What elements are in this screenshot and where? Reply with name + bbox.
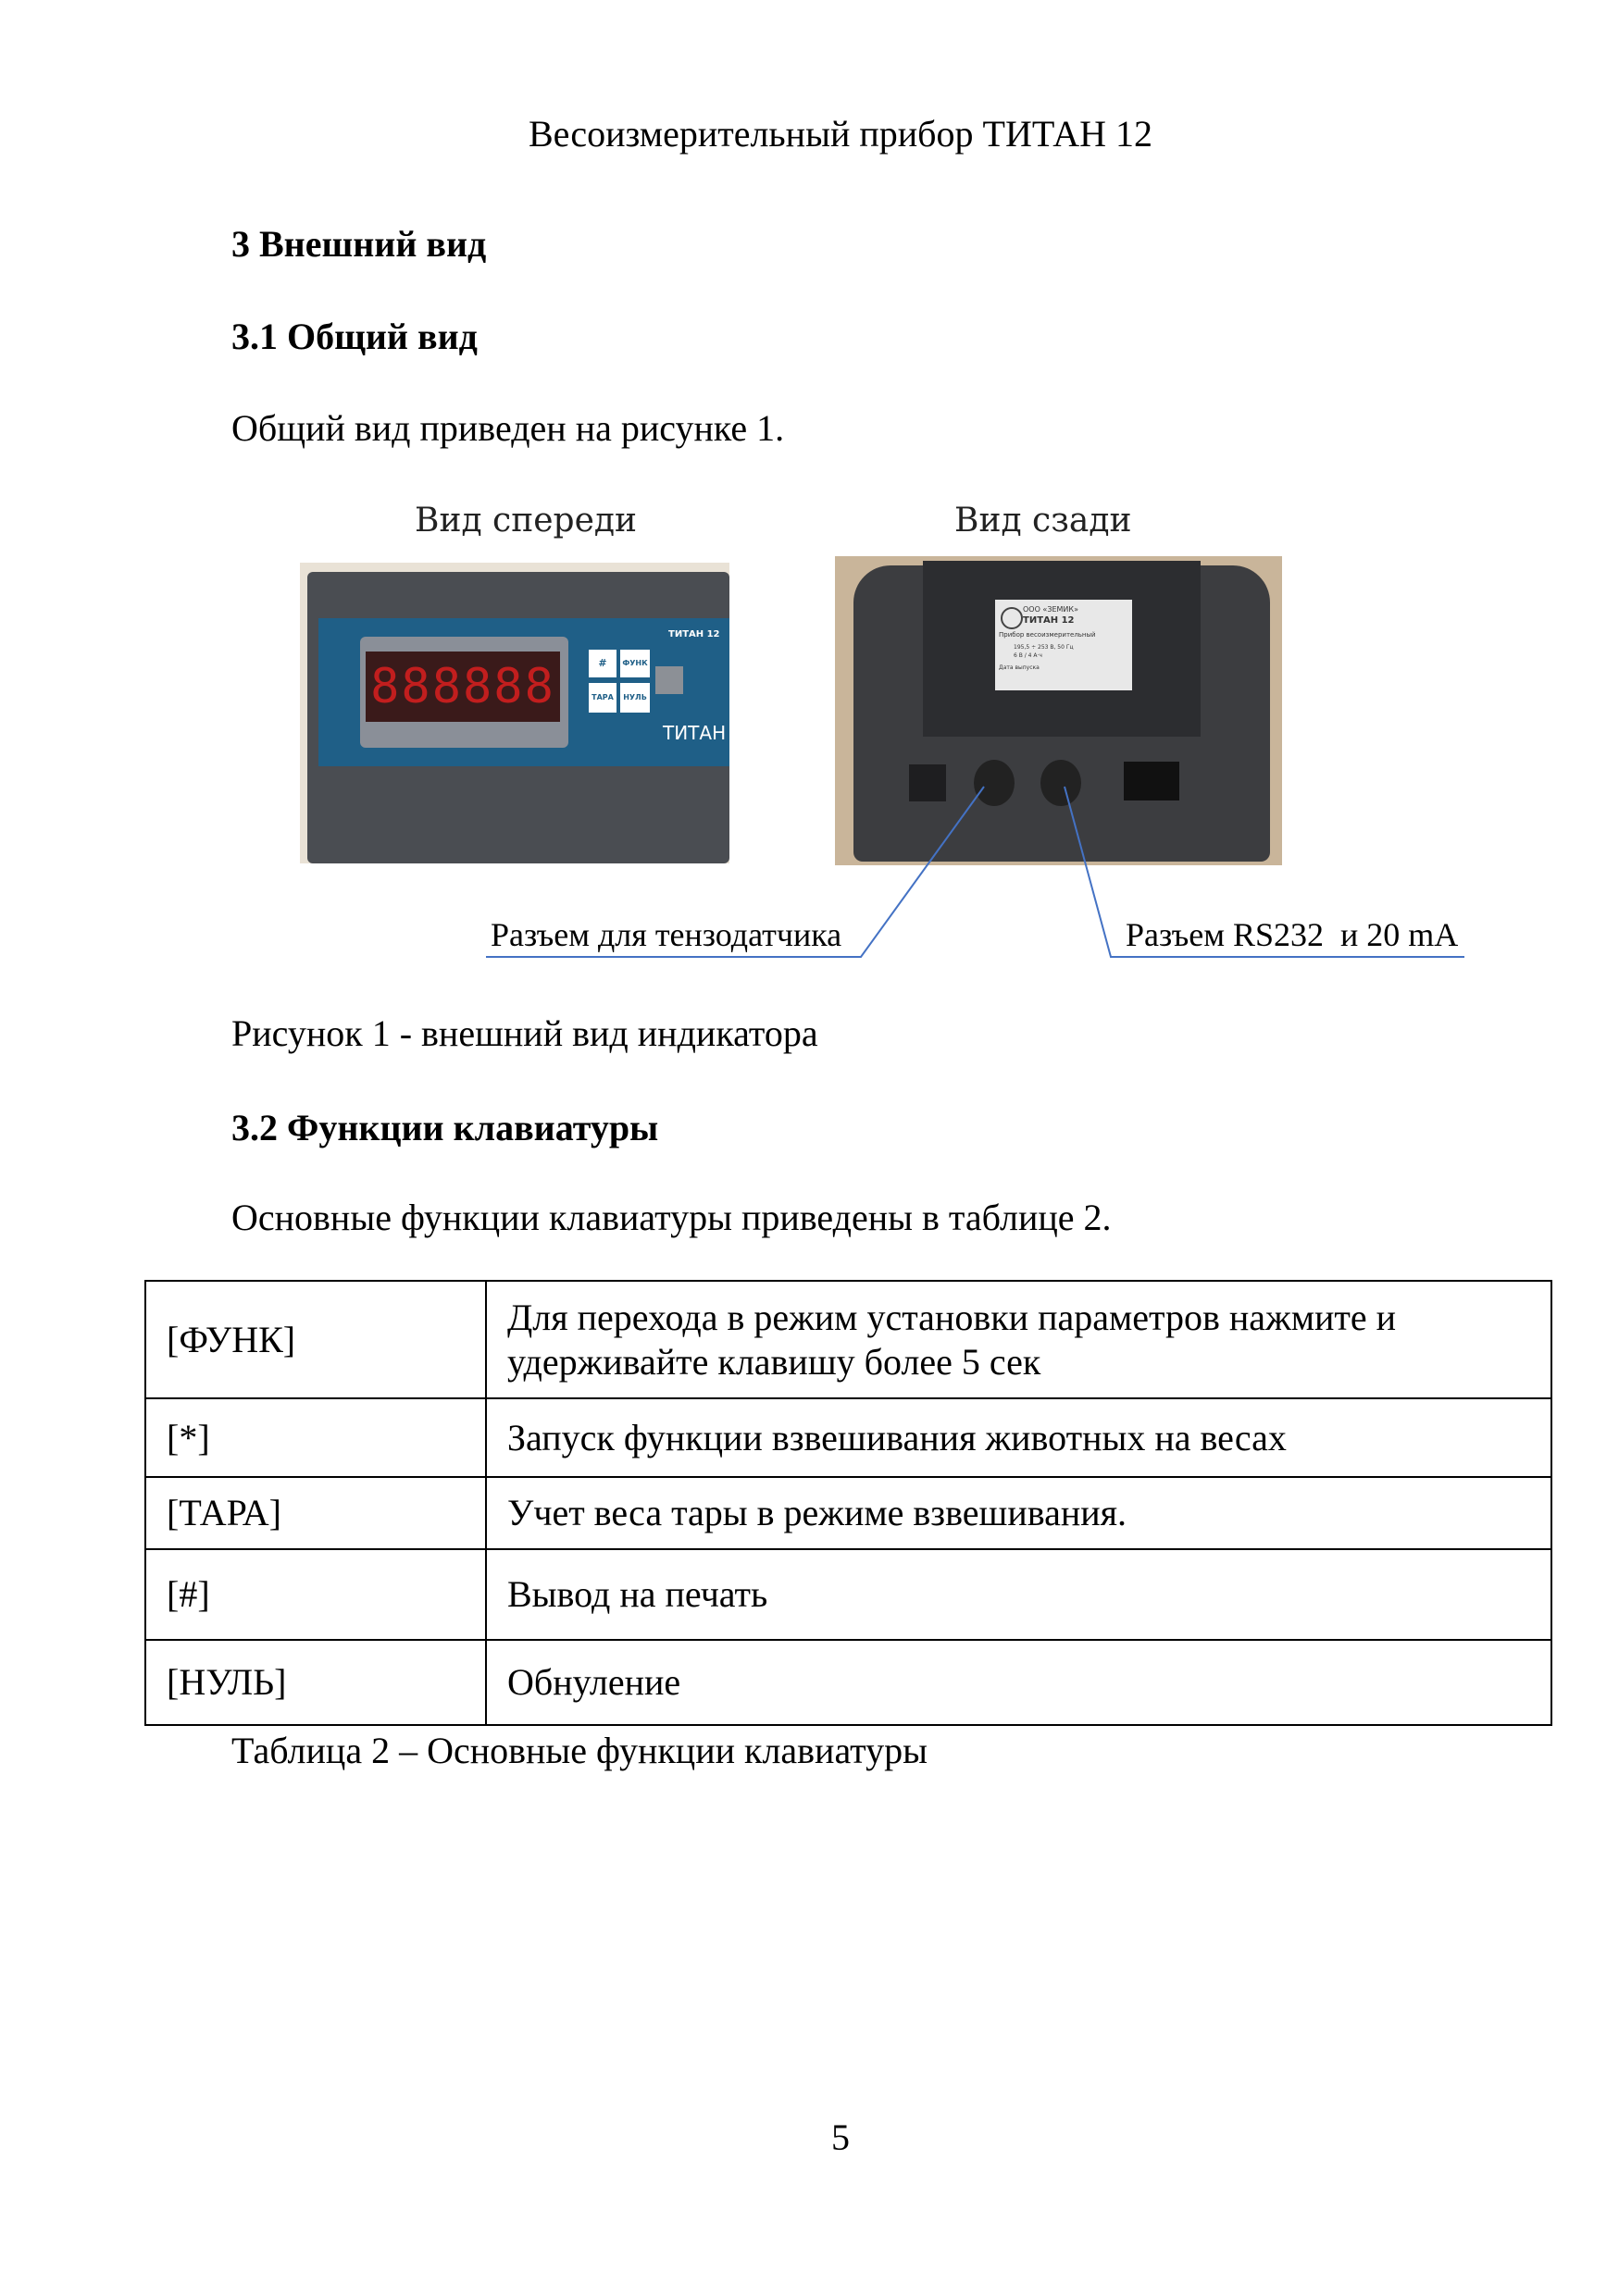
description-cell: Запуск функции взвешивания животных на весах <box>486 1398 1551 1477</box>
key-zero: НУЛЬ <box>620 683 650 713</box>
key-cell: [ФУНК] <box>145 1281 486 1398</box>
section-heading-3: 3 Внешний вид <box>231 223 487 265</box>
nameplate-company: ООО «ЗЕМИК» <box>1023 605 1078 614</box>
paragraph-intro-figure: Общий вид приведен на рисунке 1. <box>231 407 785 449</box>
key-func: ФУНК <box>620 650 650 677</box>
callout-load-cell: Разъем для тензодатчика <box>491 916 842 953</box>
table-row <box>145 1281 1551 1398</box>
nameplate-date: Дата выпуска <box>999 664 1040 671</box>
nameplate-battery: 6 В / 4 А·ч <box>1014 652 1042 659</box>
front-view-label: Вид спереди <box>415 502 638 540</box>
nameplate-model: ТИТАН 12 <box>1023 615 1075 626</box>
keyboard-functions-table <box>144 1280 1552 1726</box>
nameplate-power: 195,5 ÷ 253 В, 50 Гц <box>1014 644 1074 651</box>
key-cell: [ТАРА] <box>145 1477 486 1549</box>
figure-caption: Рисунок 1 - внешний вид индикатора <box>231 1012 818 1054</box>
key-tare: ТАРА <box>589 683 616 713</box>
nameplate-desc: Прибор весоизмерительный <box>999 631 1096 639</box>
table-row <box>145 1398 1551 1477</box>
table-row <box>145 1640 1551 1725</box>
brand-logo: ТИТАН <box>663 722 727 744</box>
table-row <box>145 1477 1551 1549</box>
description-cell: Для перехода в режим установки параметров нажмите и удерживайте клавишу более 5 сек <box>486 1281 1551 1398</box>
led-display: 888888 <box>366 652 560 722</box>
section-heading-3-2: 3.2 Функции клавиатуры <box>231 1107 659 1148</box>
section-heading-3-1: 3.1 Общий вид <box>231 316 478 357</box>
key-cell: [#] <box>145 1549 486 1640</box>
page-number: 5 <box>831 2116 850 2158</box>
description-cell: Учет веса тары в режиме взвешивания. <box>486 1477 1551 1549</box>
page-header: Весоизмерительный прибор ТИТАН 12 <box>528 113 1153 155</box>
description-cell: Обнуление <box>486 1640 1551 1725</box>
rear-view-label: Вид сзади <box>954 502 1132 540</box>
model-label: ТИТАН 12 <box>668 629 720 639</box>
description-cell: Вывод на печать <box>486 1549 1551 1640</box>
key-cell: [НУЛЬ] <box>145 1640 486 1725</box>
table-row <box>145 1549 1551 1640</box>
callout-rs232: Разъем RS232 и 20 mA <box>1126 916 1459 953</box>
key-hash: # <box>589 650 616 677</box>
paragraph-intro-table: Основные функции клавиатуры приведены в таблице 2. <box>231 1197 1112 1238</box>
key-cell: [*] <box>145 1398 486 1477</box>
table-caption: Таблица 2 – Основные функции клавиатуры <box>231 1730 928 1771</box>
